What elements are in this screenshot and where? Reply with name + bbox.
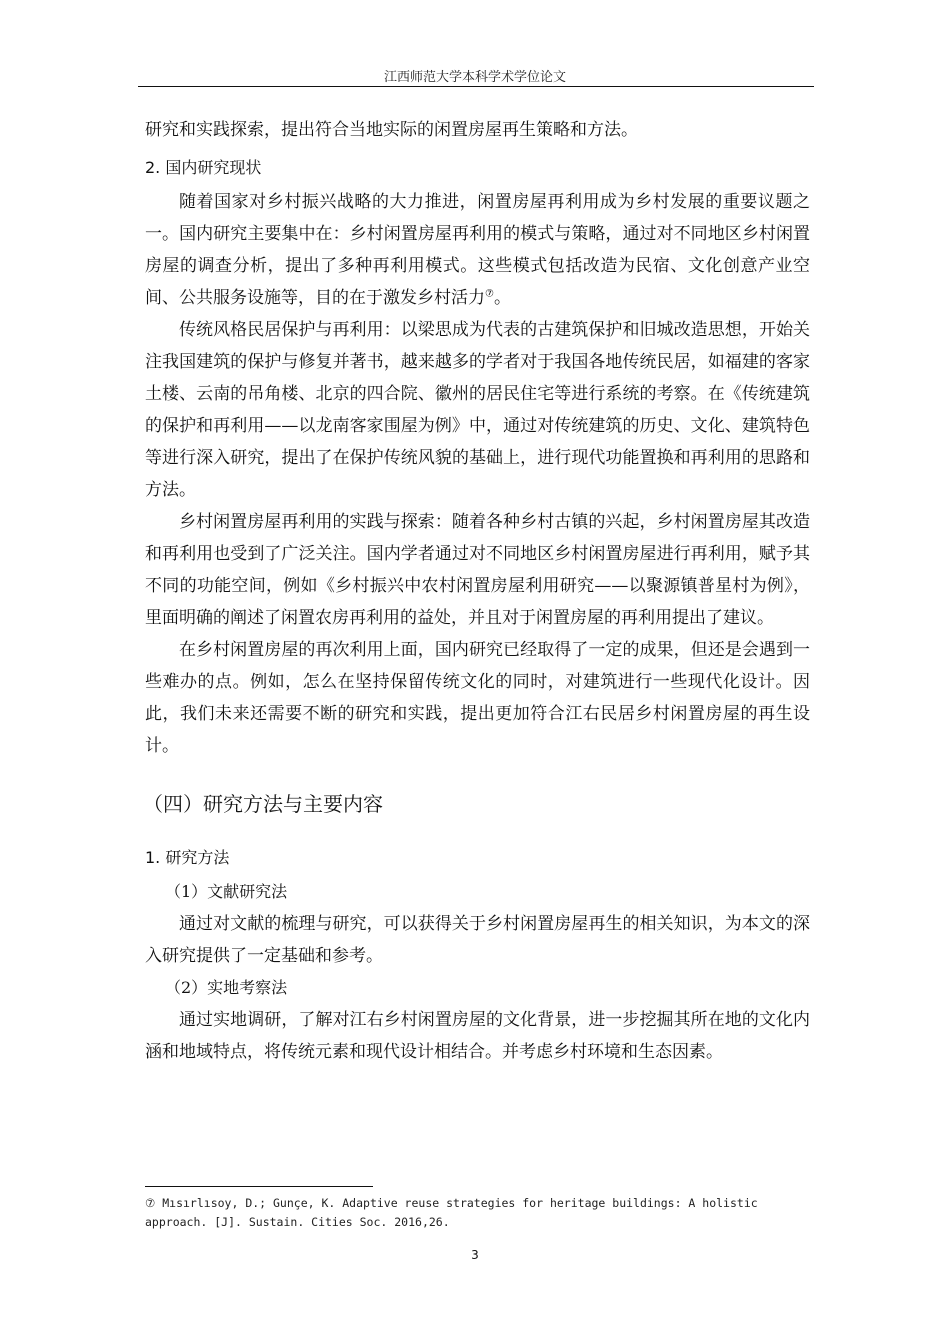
subheading-research-methods: 1. 研究方法 [145,848,230,867]
paragraph-rural-revitalization [145,186,810,314]
page-number: 3 [471,1248,479,1262]
paragraph-summary: 在乡村闲置房屋的再次利用上面，国内研究已经取得了一定的成果，但还是会遇到一些难办的点。例如，怎么在坚持保留传统文化的同时，对建筑进行一些现代化设计。因此，我们未来还需要不断的研究和实践，提出更加符合江右民居乡村闲置房屋的再生设计。 [145,640,810,756]
paragraph-continued: 研究和实践探索，提出符合当地实际的闲置房屋再生策略和方法。 [145,120,638,140]
footnote [145,1194,810,1232]
running-header: 江西师范大学本科学术学位论文 [383,70,566,85]
footnote-mark: ⑦ [145,1196,156,1210]
subheading-domestic-research: 2. 国内研究现状 [145,158,262,177]
footnote-rule [145,1186,373,1187]
footnote-text: Mısırlısoy, D.; Gunçe, K. Adaptive reuse strategies for heritage buildings: A holistic approach. [J]. Sustain. Cities Soc. 2016,26. [145,1196,758,1229]
paragraph-end: 。 [493,288,511,308]
method-fieldwork-heading: （2）实地考察法 [165,978,288,997]
method-literature-heading: （1）文献研究法 [165,882,288,901]
paragraph-fieldwork-method: 通过实地调研，了解对江右乡村闲置房屋的文化背景，进一步挖掘其所在地的文化内涵和地域特点，将传统元素和现代设计相结合。并考虑乡村环境和生态因素。 [145,1010,810,1062]
section-heading-methods-content: （四）研究方法与主要内容 [143,792,383,816]
paragraph-text: 随着国家对乡村振兴战略的大力推进，闲置房屋再利用成为乡村发展的重要议题之一。国内研究主要集中在：乡村闲置房屋再利用的模式与策略，通过对不同地区乡村闲置房屋的调查分析，提出了多种再利用模式。这些模式包括改造为民宿、文化创意产业空间、公共服务设施等，目的在于激发乡村活力 [145,192,810,308]
paragraph-traditional-dwellings: 传统风格民居保护与再利用：以梁思成为代表的古建筑保护和旧城改造思想，开始关注我国建筑的保护与修复并著书，越来越多的学者对于我国各地传统民居，如福建的客家土楼、云南的吊角楼、北京的四合院、徽州的居民住宅等进行系统的考察。在《传统建筑的保护和再利用——以龙南客家围屋为例》中，通过对传统建筑的历史、文化、建筑特色等进行深入研究，提出了在保护传统风貌的基础上，进行现代功能置换和再利用的思路和方法。 [145,320,810,500]
footnote-reference[interactable]: ⑦ [485,288,494,300]
page-body [145,114,810,1068]
header-rule [138,86,814,87]
paragraph-literature-method: 通过对文献的梳理与研究，可以获得关于乡村闲置房屋再生的相关知识，为本文的深入研究提供了一定基础和参考。 [145,914,810,966]
paragraph-practice-exploration: 乡村闲置房屋再利用的实践与探索：随着各种乡村古镇的兴起，乡村闲置房屋其改造和再利用也受到了广泛关注。国内学者通过对不同地区乡村闲置房屋进行再利用，赋予其不同的功能空间，例如《乡村振兴中农村闲置房屋利用研究——以聚源镇普星村为例》，里面明确的阐述了闲置农房再利用的益处，并且对于闲置房屋的再利用提出了建议。 [145,512,810,628]
